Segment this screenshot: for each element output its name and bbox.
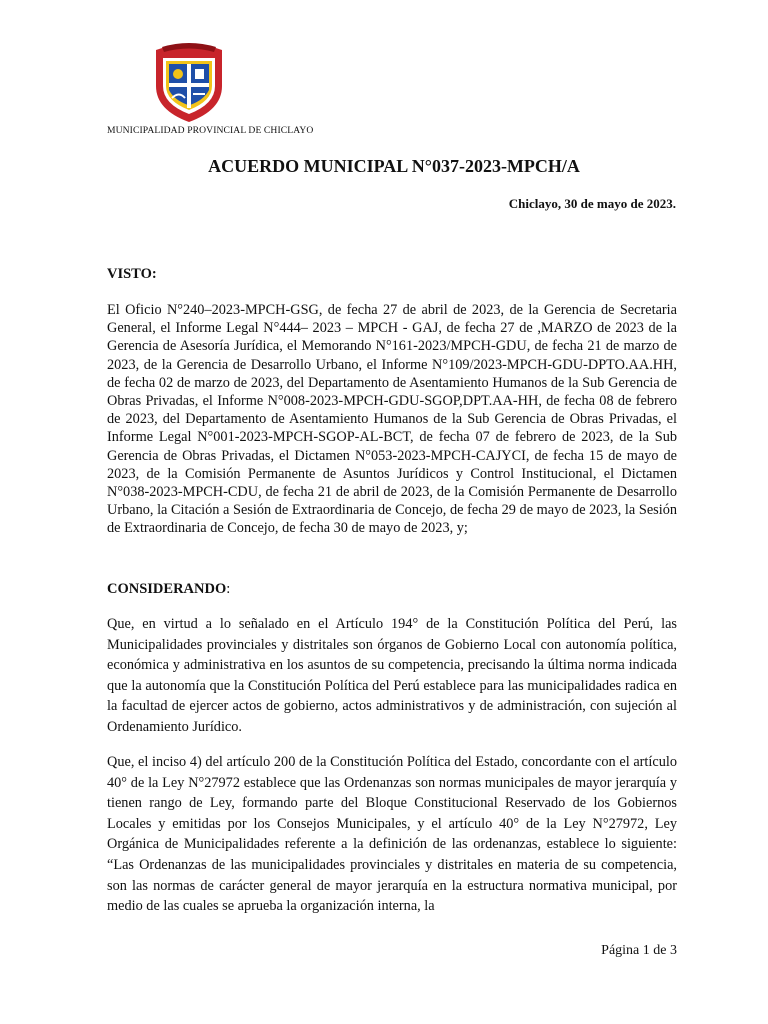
page-number: Página 1 de 3: [601, 943, 677, 958]
considerando-heading-colon: :: [226, 581, 231, 597]
considerando-paragraph-1: Que, en virtud a lo señalado en el Artículo 194° de la Constitución Política del Perú, las Municipalidades provinciales y distritales son órganos de Gobierno Local con autonomía política, económica y administrativa en los asuntos de su competencia, precisando la última norma indicada que la autonomía que la Constitución Política del Perú establece para las municipalidades radica en la facultad de ejercer actos de gobierno, actos administrativos y de administración, con sujeción al Ordenamiento Jurídico.: [107, 616, 677, 735]
document-date: Chiclayo, 30 de mayo de 2023.: [508, 196, 676, 211]
visto-paragraph: El Oficio N°240–2023-MPCH-GSG, de fecha 27 de abril de 2023, de la Gerencia de Secretaria General, el Informe Legal N°444– 2023 – MPCH - GAJ, de fecha 27 de ,MARZO de 2023 de la Gerencia de Asesoría Jurídica, el Memorando N°161-2023/MPCH-GDU, de fecha 21 de marzo de 2023, de la Gerencia de Desarrollo Urbano, el Informe N°109/2023-MPCH-GDU-DPTO.AA.HH, de fecha 02 de marzo de 2023, del Departamento de Asentamiento Humanos de la Sub Gerencia de Obras Privadas, el Informe N°008-2023-MPCH-GDU-SGOP,DPT.AA-HH, de fecha 08 de febrero de 2023, del Departamento de Asentamiento Humanos de la Sub Gerencia de Obras Privadas, el Informe Legal N°001-2023-MPCH-SGOP-AL-BCT, de fecha 07 de febrero de 2023, de la Sub Gerencia de Obras Privadas, el Dictamen N°053-2023-MPCH-CAJYCI, de fecha 15 de mayo de 2023, de la Comisión Permanente de Asuntos Jurídicos y Control Institucional, el Dictamen N°038-2023-MPCH-CDU, de fecha 21 de abril de 2023, de la Comisión Permanente de Desarrollo Urbano, la Citación a Sesión de Extraordinaria de Concejo, de fecha 29 de mayo de 2023, la Sesión de Extraordinaria de Concejo, de fecha 30 de mayo de 2023, y;: [107, 302, 677, 537]
considerando-heading: [107, 581, 230, 598]
municipal-seal-logo: [150, 40, 228, 124]
document-title: ACUERDO MUNICIPAL N°037-2023-MPCH/A: [208, 156, 580, 176]
municipality-name: MUNICIPALIDAD PROVINCIAL DE CHICLAYO: [107, 125, 314, 136]
visto-heading: VISTO:: [107, 266, 157, 282]
considerando-paragraph-2: Que, el inciso 4) del artículo 200 de la Constitución Política del Estado, concordante con el artículo 40° de la Ley N°27972 establece que las Ordenanzas son normas municipales de mayor jerarquía y tienen rango de Ley, formando parte del Bloque Constitucional Reservado de los Gobiernos Locales y emitidas por los Consejos Municipales, y el artículo 40° de la Ley N°27972, Ley Orgánica de Municipalidades referente a la definición de las ordenanzas, establece lo siguiente: “Las Ordenanzas de las municipalidades provinciales y distritales en materia de su competencia, son las normas de carácter general de mayor jerarquía en la estructura normativa municipal, por medio de las cuales se aprueba la organización interna, la: [107, 754, 677, 915]
considerando-heading-text: CONSIDERANDO: [107, 581, 227, 597]
